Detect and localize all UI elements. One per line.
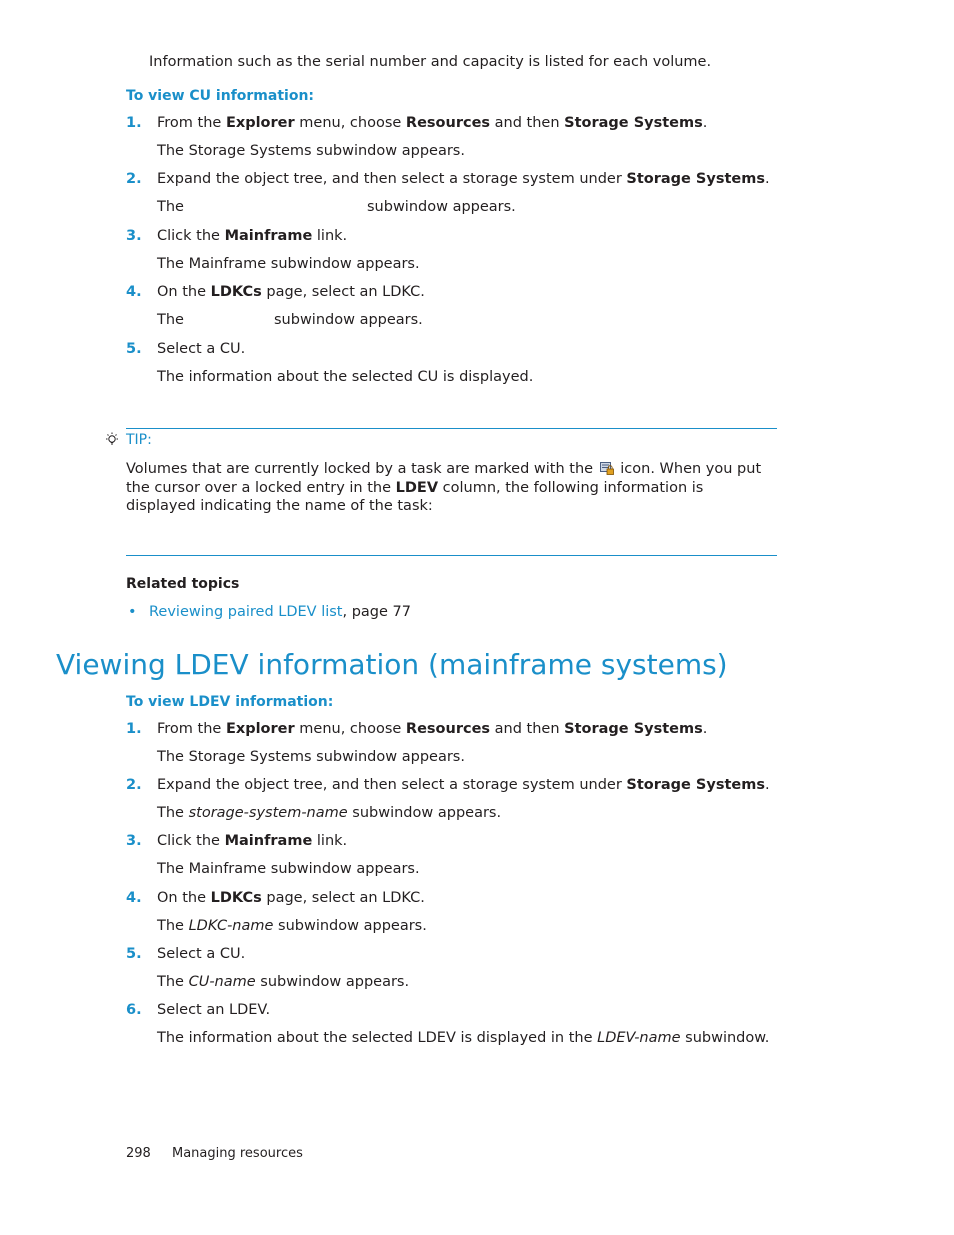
procedure-title-cu: To view CU information: [126, 88, 315, 104]
step-text: Select a CU. [157, 946, 246, 962]
lightbulb-icon [103, 431, 121, 449]
step-result: The Mainframe subwindow appears. [157, 256, 420, 272]
step-text: From the Explorer menu, choose Resources and then Storage Systems. [157, 721, 708, 737]
step-text: From the Explorer menu, choose Resources and then Storage Systems. [157, 115, 708, 131]
step-number: 3. [126, 228, 142, 244]
section-heading: Viewing LDEV information (mainframe systems) [56, 648, 728, 681]
bullet: • [128, 604, 137, 620]
step-text: Click the Mainframe link. [157, 228, 348, 244]
step-text: On the LDKCs page, select an LDKC. [157, 284, 425, 300]
step-result-post: subwindow appears. [367, 199, 516, 215]
step-number: 6. [126, 1002, 142, 1018]
step-text: Expand the object tree, and then select a storage system under Storage Systems. [157, 171, 770, 187]
step-result: The information about the selected CU is displayed. [157, 369, 534, 385]
step-number: 2. [126, 777, 142, 793]
related-topic-item: Reviewing paired LDEV list, page 77 [149, 604, 411, 620]
tip-body: Volumes that are currently locked by a task are marked with the icon. When you put the cursor over a locked entry in the LDEV column, the following information is displayed indicating the name of the task: [126, 461, 762, 514]
step-number: 4. [126, 284, 142, 300]
step-result: The Mainframe subwindow appears. [157, 861, 420, 877]
step-text: Select a CU. [157, 341, 246, 357]
step-text: Click the Mainframe link. [157, 833, 348, 849]
related-topic-link[interactable]: Reviewing paired LDEV list [149, 604, 343, 620]
step-text: Select an LDEV. [157, 1002, 271, 1018]
step-text: On the LDKCs page, select an LDKC. [157, 890, 425, 906]
step-number: 5. [126, 946, 142, 962]
step-result: The LDKC-name subwindow appears. [157, 918, 427, 934]
procedure-title-ldev: To view LDEV information: [126, 694, 334, 710]
step-number: 1. [126, 721, 142, 737]
step-number: 2. [126, 171, 142, 187]
step-text: Expand the object tree, and then select a storage system under Storage Systems. [157, 777, 770, 793]
step-number: 5. [126, 341, 142, 357]
step-result: The Storage Systems subwindow appears. [157, 143, 465, 159]
footer-title: Managing resources [172, 1146, 303, 1161]
tip-label: TIP: [126, 432, 152, 448]
page-number: 298 [126, 1146, 151, 1161]
step-result: The storage-system-name subwindow appears. [157, 805, 502, 821]
step-number: 3. [126, 833, 142, 849]
related-topics-title: Related topics [126, 576, 240, 592]
step-result: The Storage Systems subwindow appears. [157, 749, 465, 765]
step-result: The CU-name subwindow appears. [157, 974, 410, 990]
step-result: The information about the selected LDEV is displayed in the LDEV-name subwindow. [157, 1030, 770, 1046]
step-result-post: subwindow appears. [274, 312, 423, 328]
tip-top-rule [126, 428, 777, 429]
tip-bottom-rule [126, 555, 777, 556]
step-result-pre: The [157, 312, 184, 328]
step-number: 4. [126, 890, 142, 906]
step-number: 1. [126, 115, 142, 131]
intro-text: Information such as the serial number and capacity is listed for each volume. [149, 54, 712, 70]
step-result-pre: The [157, 199, 184, 215]
lock-icon [600, 462, 614, 475]
